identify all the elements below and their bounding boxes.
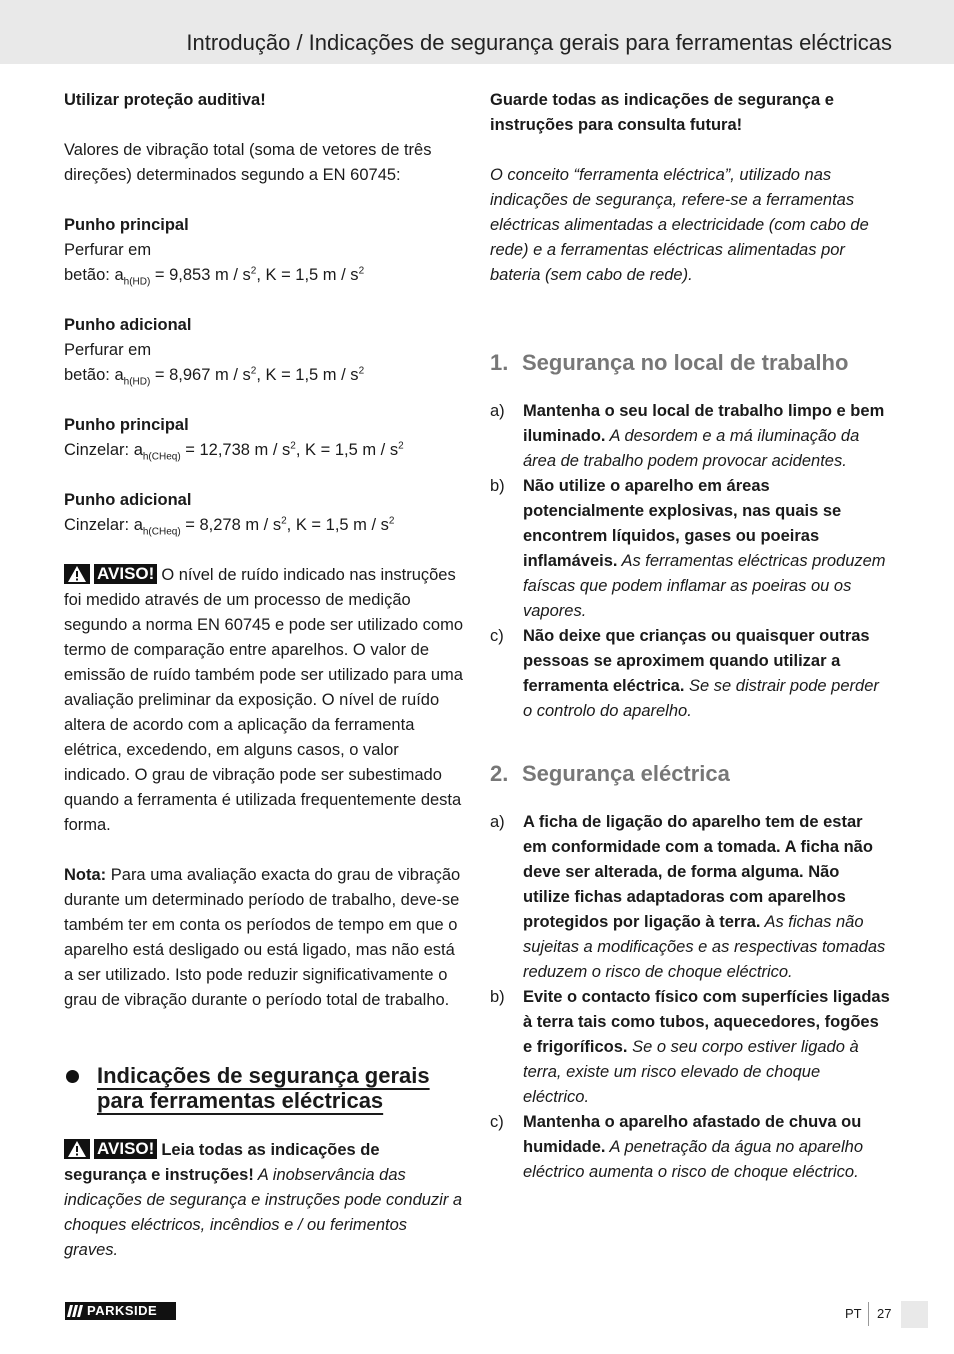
right-column (490, 88, 890, 1185)
footer-divider (868, 1302, 869, 1326)
list-item: c) Mantenha o aparelho afastado de chuva ou humidade. A penetração da água no aparelho eléctrico aumenta o risco de choque eléctrico. (490, 1113, 863, 1181)
power-tool-definition: O conceito “ferramenta eléctrica”, utilizado nas indicações de segurança, refere-se a ferramentas eléctricas alimentadas a electricidade (com cabo de rede) e a ferramentas eléctricas alimentadas por bateria (sem cabo de rede). (490, 166, 869, 284)
measurement-aux-drill: Punho adicional Perfurar em betão: $a_{h(HD)} = 8,967$ m / $s^2$, K = 1,5 m / $s^2$ (64, 316, 365, 388)
list-item: b) Evite o contacto físico com superfícies ligadas à terra tais como tubos, aquecedores, fogões e frigoríficos. Se o seu corpo estiver ligado à terra, existe um risco elevado de choque eléctrico. (490, 988, 890, 1106)
warning-badge: AVISO! (64, 564, 157, 584)
section-heading-workplace: 1. Segurança no local de trabalho (490, 350, 849, 375)
vibration-intro: Valores de vibração total (soma de vetores de três direções) determinados segundo a EN 60745: (64, 141, 432, 184)
hearing-protection-note: Utilizar proteção auditiva! (64, 91, 266, 109)
measurement-title: Punho adicional (64, 316, 192, 334)
noise-warning: AVISO! O nível de ruído indicado nas instruções foi medido através de um processo de medição segundo a norma EN 60745 e pode ser utilizado como termo de comparação entre aparelhos. O valor de emissão de ruído também pode ser utilizado para uma avaliação preliminar da exposição. O nível de ruído altera de acordo com a aplicação da ferramenta elétrica, excedendo, em alguns casos, o valor indicado. O grau de vibração pode ser subestimado quando a ferramenta é utilizada frequentemente desta forma. (64, 564, 464, 834)
measurement-title: Punho principal (64, 416, 189, 434)
read-instructions-warning: AVISO! Leia todas as indicações de segurança e instruções! A inobservância das indicações de segurança e instruções pode conduzir a choques eléctricos, incêndios e / ou ferimentos graves. (64, 1139, 463, 1259)
list-item: a) A ficha de ligação do aparelho tem de estar em conformidade com a tomada. A ficha não deve ser alterada, de forma alguma. Não utilize fichas adaptadoras com aparelhos protegidos por ligação à terra. As fichas não sujeitas a modificações e as respectivas tomadas reduzem o risco de choque eléctrico. (490, 813, 886, 981)
bullet-icon (66, 1070, 79, 1083)
footer-tab (901, 1301, 928, 1328)
list-item: b) Não utilize o aparelho em áreas potencialmente explosivas, nas quais se encontrem líquidos, gases ou poeiras inflamáveis. As ferramentas eléctricas produzem faíscas que podem inflamar as poeiras ou os vapores. (490, 477, 886, 620)
warning-triangle-icon (64, 1139, 90, 1159)
page-title: Introdução / Indicações de segurança gerais para ferramentas eléctricas (186, 30, 892, 55)
logo-stripes-icon (65, 1302, 87, 1320)
warning-badge: AVISO! (64, 1139, 157, 1159)
language-code: PT (845, 1306, 862, 1321)
page-header (0, 0, 954, 64)
list-item: a) Mantenha o seu local de trabalho limpo e bem iluminado. A desordem e a má iluminação da área de trabalho podem provocar acidentes. (490, 402, 885, 470)
page-number: 27 (877, 1306, 892, 1321)
note-paragraph: Nota: Para uma avaliação exacta do grau de vibração durante um determinado período de trabalho, deve-se também ter em conta os períodos de tempo em que o aparelho está desligado ou está ligado, mas não está a ser utilizado. Isto pode reduzir significativamente o grau de vibração durante o período total de trabalho. (64, 866, 461, 1009)
measurement-main-drill: Punho principal Perfurar em betão: $a_{h(HD)} = 9,853$ m / $s^2$, K = 1,5 m / $s^2$ (64, 216, 365, 288)
measurement-title: Punho principal (64, 216, 189, 234)
measurement-main-chisel: Punho principal Cinzelar: $a_{h(CHeq)} = 12,738$ m / $s^2$, K = 1,5 m / $s^2$ (64, 416, 404, 463)
list-item: c) Não deixe que crianças ou quaisquer outras pessoas se aproximem quando utilizar a ferramenta eléctrica. Se se distrair pode perder o controlo do aparelho. (490, 627, 879, 720)
section-heading-electrical: 2. Segurança eléctrica (490, 761, 730, 786)
warning-triangle-icon (64, 564, 90, 584)
keep-instructions-note: Guarde todas as indicações de segurança e instruções para consulta futura! (490, 91, 834, 134)
left-column (64, 88, 464, 1263)
brand-logo: PARKSIDE (65, 1302, 176, 1320)
measurement-title: Punho adicional (64, 491, 192, 509)
section-heading-safety: Indicações de segurança gerais para ferramentas eléctricas (64, 1063, 464, 1113)
measurement-aux-chisel: Punho adicional Cinzelar: $a_{h(CHeq)} = 8,278$ m / $s^2$, K = 1,5 m / $s^2$ (64, 491, 395, 538)
